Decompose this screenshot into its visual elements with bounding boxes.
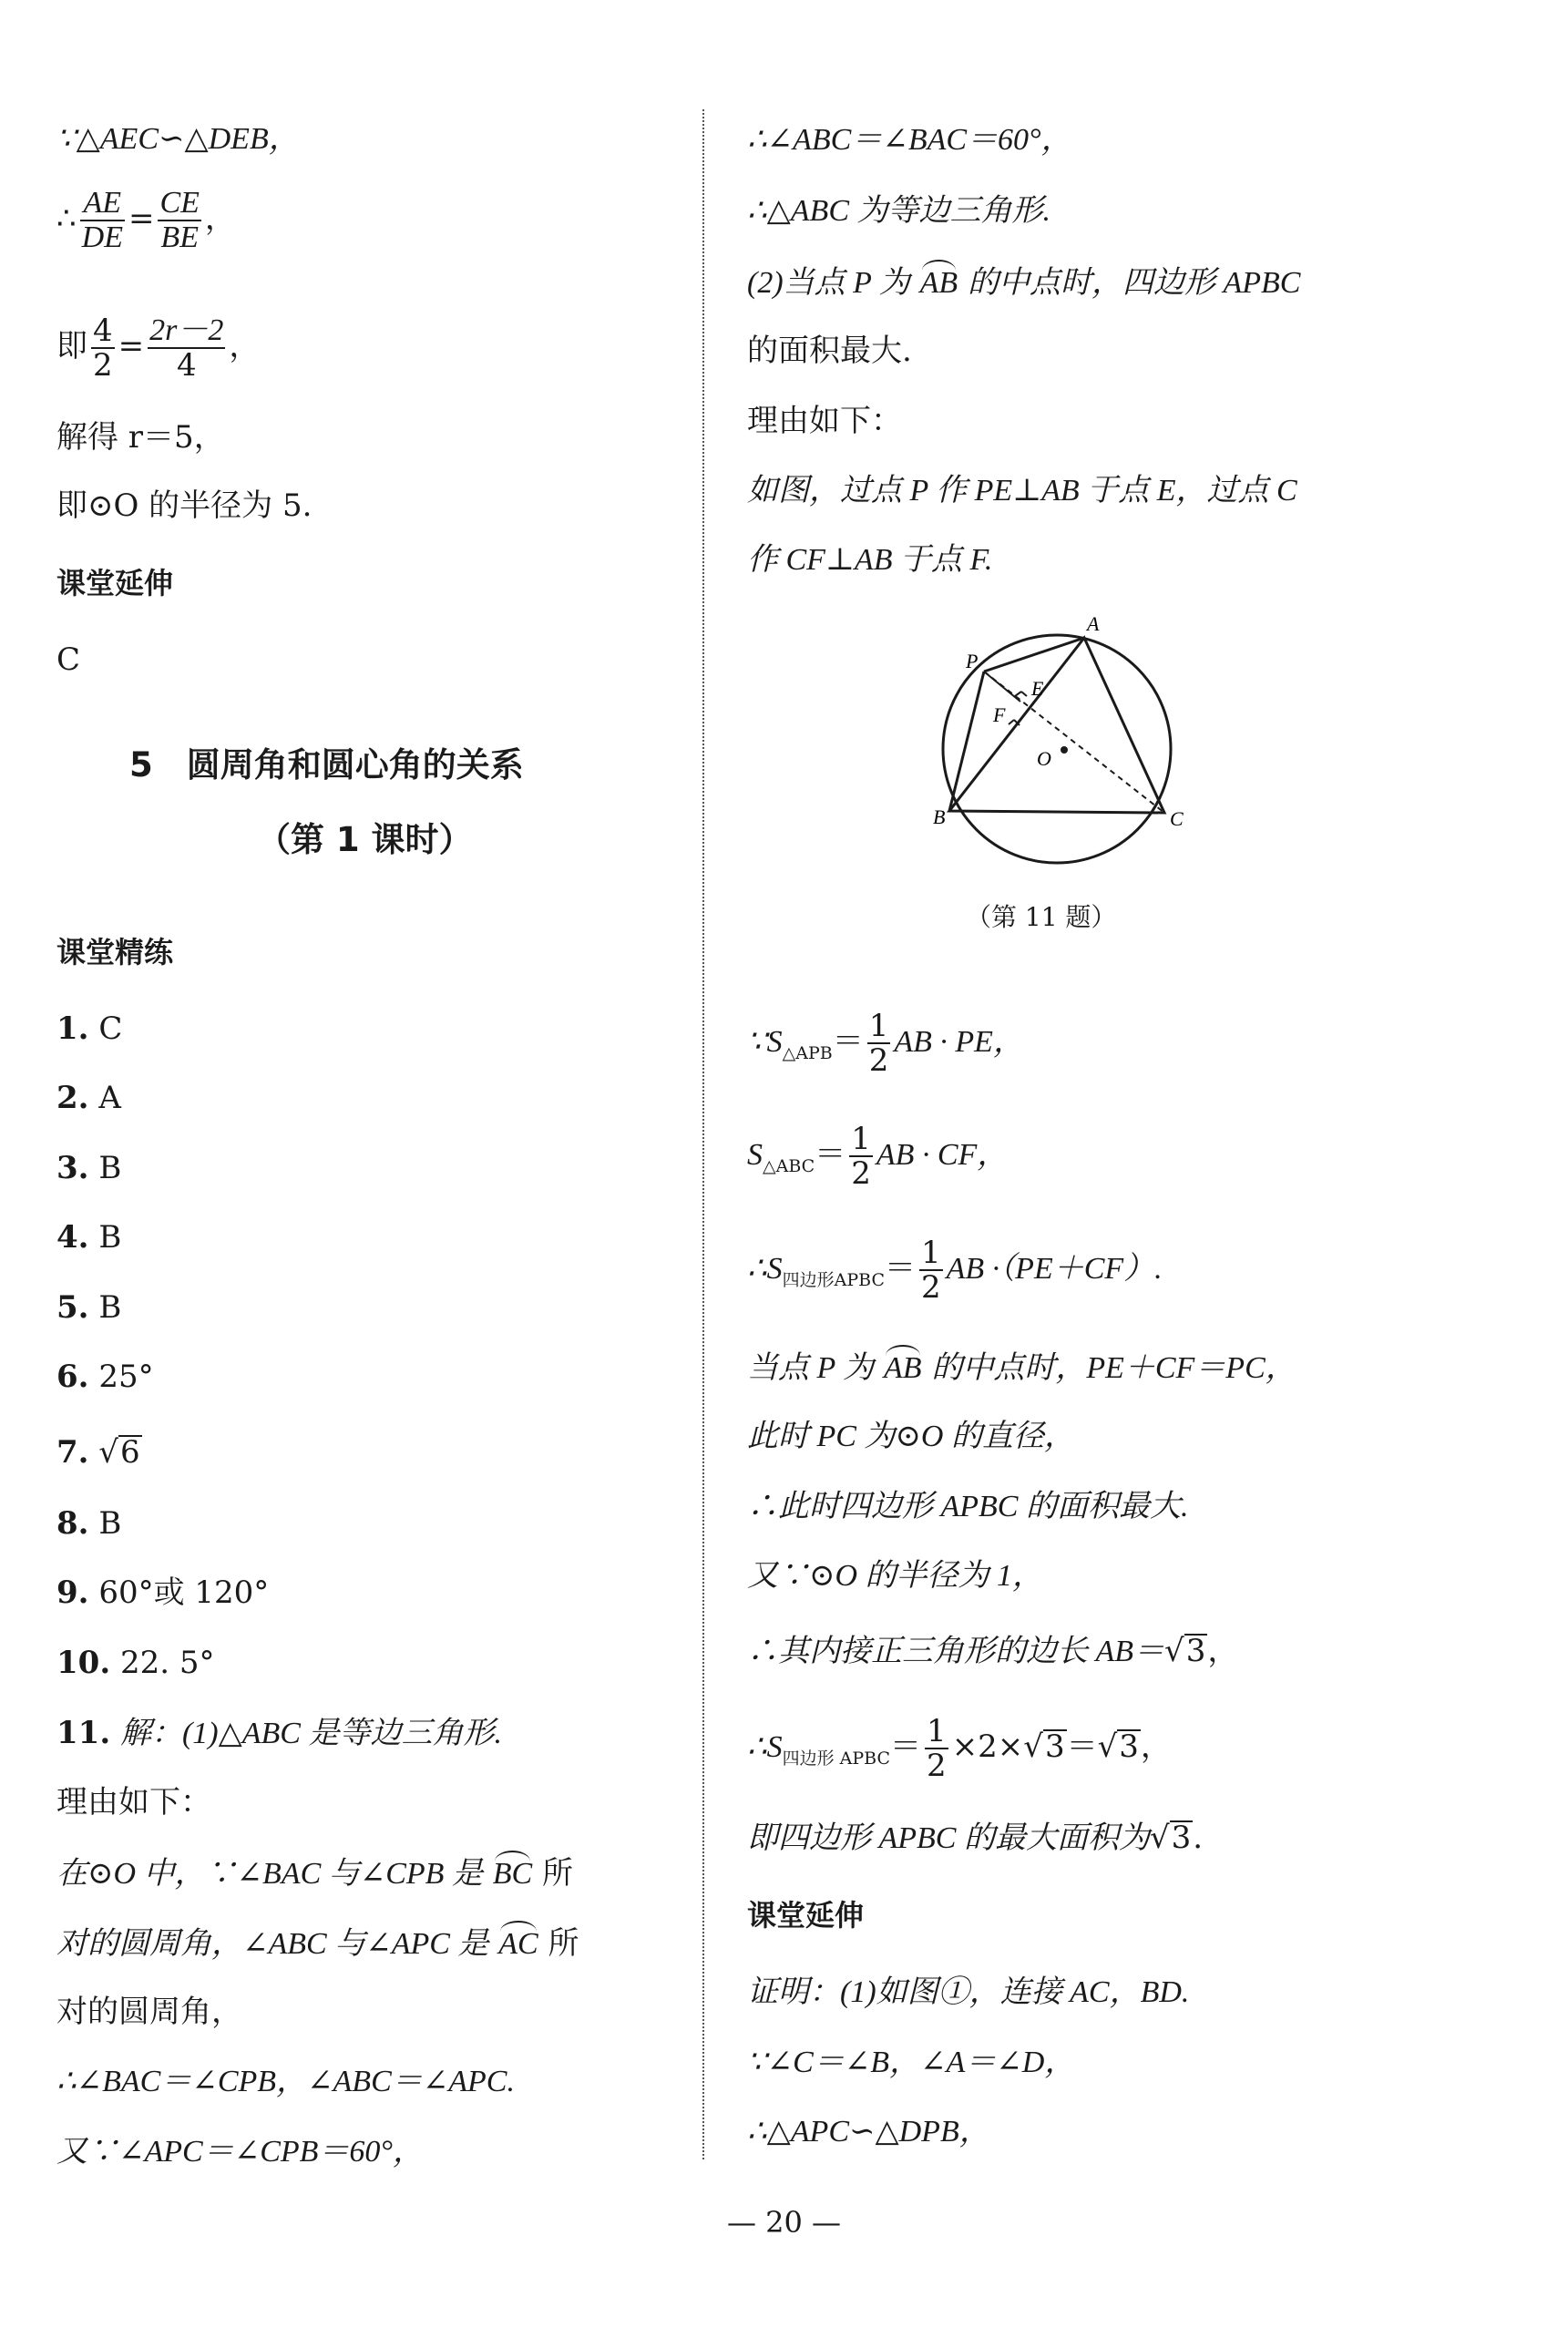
fraction: $\frac{2r-2}{4}$ — [149, 313, 224, 384]
answer-item: 7. √6 — [56, 1434, 140, 1471]
label-c: C — [1170, 807, 1184, 830]
answer-item: 4. B — [56, 1219, 122, 1256]
answer-item: 2. A — [56, 1080, 121, 1116]
answer-item: 1. C — [56, 1010, 123, 1047]
segment-pa — [984, 638, 1084, 672]
answer-item: 10. 22. 5° — [56, 1645, 215, 1681]
text-line: 作 CF⊥AB 于点 F. — [747, 543, 993, 577]
fraction: $\frac{AE}{DE}$ — [81, 186, 123, 254]
answer-item: 6. 25° — [56, 1359, 154, 1395]
text-line: ∴△ABC 为等边三角形. — [747, 194, 1050, 228]
fraction: $\frac{4}{2}$ — [93, 313, 113, 384]
text-line: 的面积最大. — [747, 333, 912, 369]
label-b: B — [933, 805, 946, 828]
geometry-figure — [920, 601, 1194, 875]
section-heading: 课堂精练 — [56, 935, 174, 969]
label-a: A — [1087, 612, 1100, 635]
answer-item: 5. B — [56, 1289, 122, 1326]
right-angle-mark — [1015, 692, 1021, 696]
formula-line: $S_{\triangle ABC}=$ $\frac{1}{2}$ AB · CF， — [747, 1121, 1009, 1192]
text-line: 理由如下： — [56, 1784, 211, 1820]
text-line: (2)当点 P 为 AB 的中点时，四边形 APBC — [747, 262, 1300, 303]
fraction: $\frac{1}{2}$ — [868, 1008, 889, 1079]
text-line: 对的圆周角，∠ABC 与∠APC 是 AC 所 — [56, 1923, 579, 1964]
center-point — [1061, 746, 1068, 754]
right-angle-mark — [1021, 692, 1027, 696]
fraction-line: 即 $\frac{4}{2}$ = $\frac{2r-2}{4}$ ， — [56, 313, 261, 384]
text-line: ∴∠BAC＝∠CPB，∠ABC＝∠APC. — [56, 2065, 515, 2098]
label-e: E — [1031, 677, 1044, 700]
formula-line: $\therefore S_{四边形APBC}=$ $\frac{1}{2}$ AB ·（PE＋CF）. — [747, 1235, 1163, 1306]
right-angle-mark — [1009, 720, 1014, 724]
text-line: 此时 PC 为⊙O 的直径， — [747, 1420, 1075, 1453]
formula-line: $\because S_{\triangle APB}=$ $\frac{1}{2}$ AB · PE， — [747, 1008, 1024, 1079]
label-f: F — [993, 703, 1006, 726]
fraction: $\frac{CE}{BE}$ — [159, 186, 200, 254]
text-line: 又∵⊙O 的半径为 1， — [747, 1559, 1044, 1593]
answer-item: 9. 60°或 120° — [56, 1574, 270, 1611]
text-line: ∵△AEC∽△DEB， — [56, 122, 300, 156]
fraction: $\frac{1}{2}$ — [927, 1713, 947, 1784]
fraction: $\frac{1}{2}$ — [851, 1121, 871, 1192]
text-line: ∴其内接正三角形的边长 AB＝√3， — [747, 1633, 1239, 1669]
text-line: ∴∠ABC＝∠BAC＝60°， — [747, 123, 1072, 157]
answer-item: 8. B — [56, 1505, 122, 1542]
column-divider — [702, 109, 704, 2159]
text-line: 理由如下： — [747, 403, 902, 439]
fraction-line: ∴ $\frac{AE}{DE}$ = $\frac{CE}{BE}$ ， — [56, 186, 236, 254]
text-line: 如图，过点 P 作 PE⊥AB 于点 E，过点 C — [747, 474, 1297, 508]
text-line: 对的圆周角， — [56, 1994, 242, 2030]
text-line: 解得 r＝5， — [56, 419, 225, 456]
text-line: ∴此时四边形 APBC 的面积最大. — [747, 1490, 1189, 1523]
text-line: ∵∠C＝∠B，∠A＝∠D， — [747, 2046, 1076, 2079]
label-p: P — [966, 650, 979, 672]
page-number: — 20 — — [726, 2205, 842, 2240]
text-line: 即⊙O 的半径为 5. — [56, 487, 313, 524]
label-o: O — [1037, 747, 1051, 770]
lesson-title: 5 圆周角和圆心角的关系 — [129, 745, 524, 785]
text-line: 证明：(1)如图①，连接 AC，BD. — [747, 1975, 1190, 2009]
text-line: 又∵∠APC＝∠CPB＝60°， — [56, 2135, 425, 2169]
formula-line: $\therefore S_{四边形 APBC}=$ $\frac{1}{2}$ ×2×√3＝√3， — [747, 1713, 1172, 1784]
text-line: 当点 P 为 AB 的中点时，PE＋CF＝PC， — [747, 1347, 1296, 1389]
segment-pe — [984, 672, 1020, 702]
fraction: $\frac{1}{2}$ — [921, 1235, 941, 1306]
question-11: 11. 解：(1)△ABC 是等边三角形. — [56, 1715, 502, 1751]
section-heading: 课堂延伸 — [747, 1898, 865, 1933]
text-line: ∴△APC∽△DPB， — [747, 2115, 990, 2149]
section-heading: 课堂延伸 — [56, 566, 174, 600]
answer-text: C — [56, 641, 81, 678]
text-line: 即四边形 APBC 的最大面积为√3. — [747, 1820, 1204, 1856]
figure-caption: （第 11 题） — [966, 902, 1117, 932]
lesson-subtitle: （第 1 课时） — [257, 820, 473, 859]
answer-item: 3. B — [56, 1150, 122, 1186]
text-line: 在⊙O 中，∵∠BAC 与∠CPB 是 BC 所 — [56, 1852, 573, 1894]
